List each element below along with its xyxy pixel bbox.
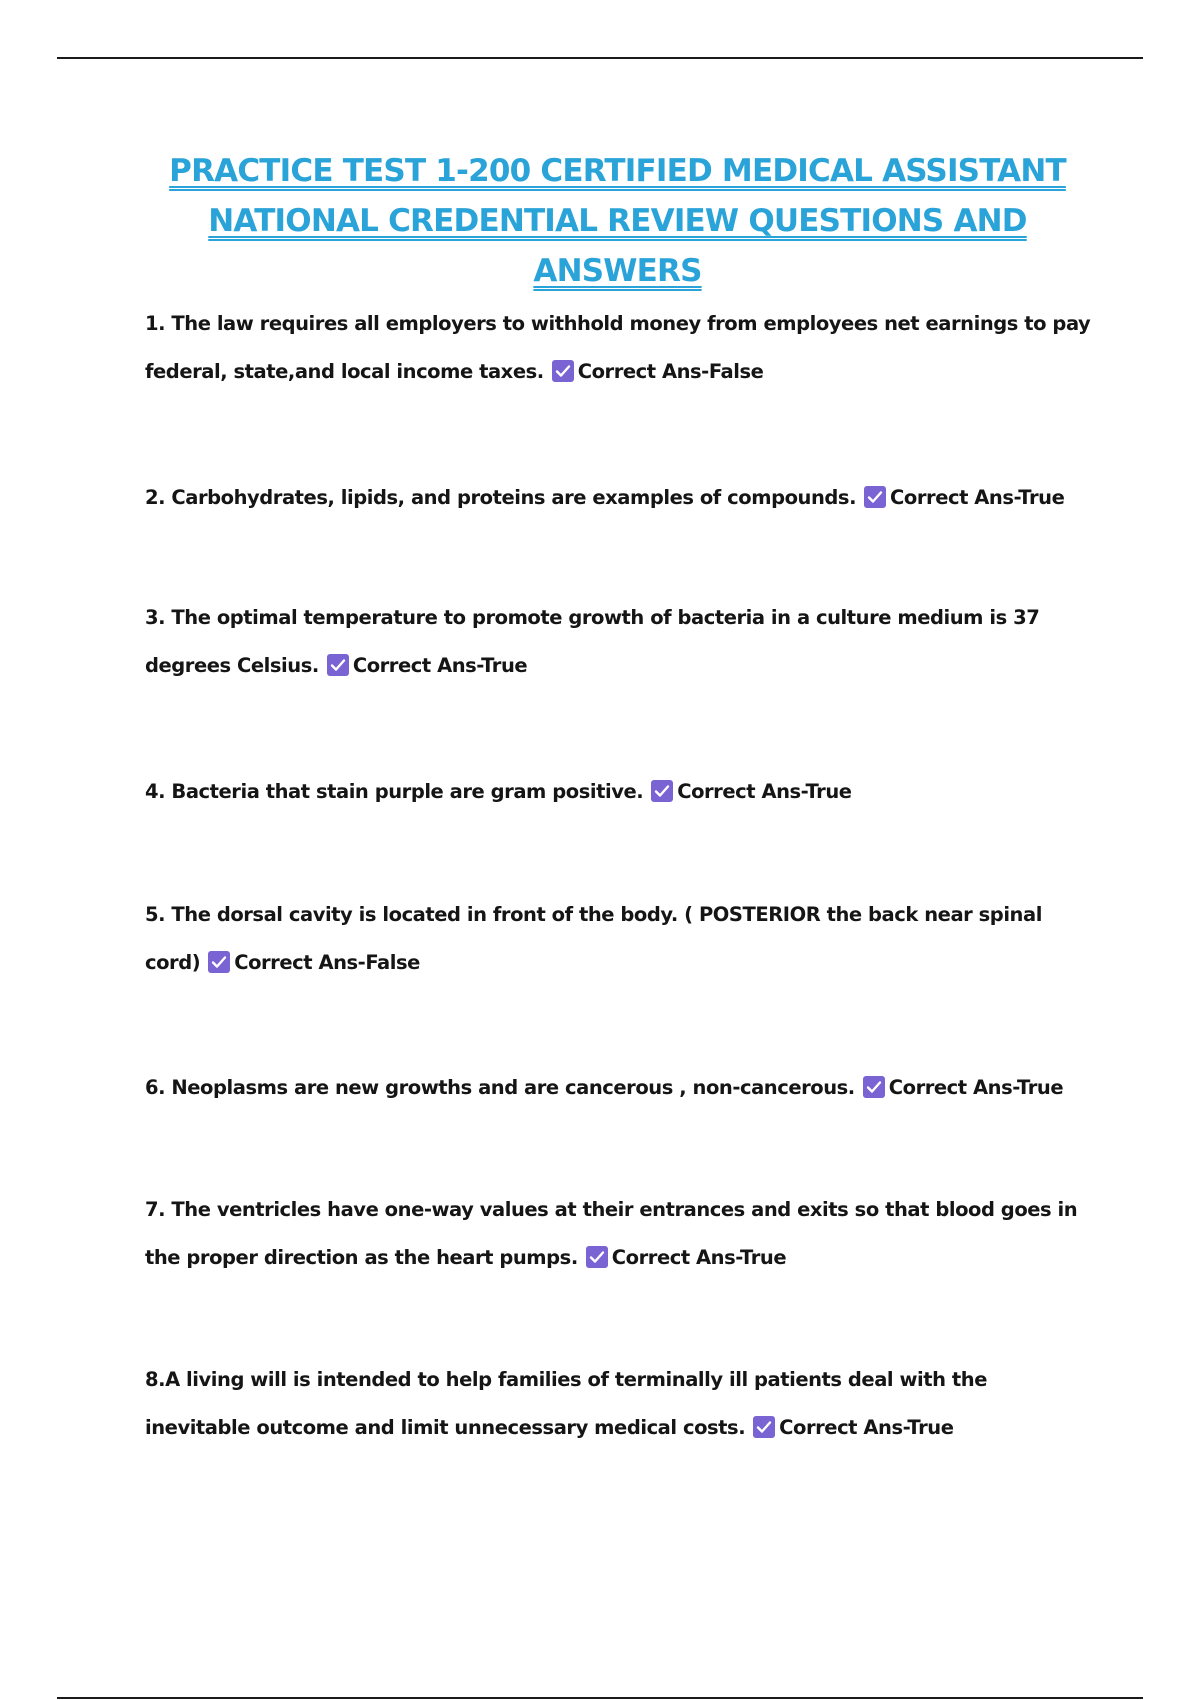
question-text: 2. Carbohydrates, lipids, and proteins are examples of compounds. (145, 486, 857, 509)
question-text: 5. The dorsal cavity is located in front of the body. ( POSTERIOR the back near spinal cord) (145, 903, 1042, 974)
title-line-3: ANSWERS (533, 253, 702, 289)
question-text: 7. The ventricles have one-way values at their entrances and exits so that blood goes in the proper direction as the heart pumps. (145, 1198, 1078, 1269)
question-7 (145, 1186, 1095, 1282)
answer-text: Correct Ans-False (234, 951, 420, 974)
question-5 (145, 891, 1095, 987)
question-6 (145, 1064, 1095, 1112)
checkbox-icon (552, 360, 574, 382)
question-text: 4. Bacteria that stain purple are gram positive. (145, 780, 644, 803)
question-3 (145, 594, 1095, 690)
checkbox-icon (864, 486, 886, 508)
checkbox-icon (863, 1076, 885, 1098)
checkbox-icon (651, 780, 673, 802)
checkbox-icon (586, 1246, 608, 1268)
title-line-2: NATIONAL CREDENTIAL REVIEW QUESTIONS AND (208, 203, 1027, 239)
page-title (150, 146, 1085, 296)
answer-text: Correct Ans-True (352, 654, 528, 677)
question-text: 8.A living will is intended to help families of terminally ill patients deal with the inevitable outcome and limit unnecessary medical costs. (145, 1368, 988, 1439)
answer-text: Correct Ans-True (779, 1416, 954, 1439)
checkbox-icon (753, 1416, 775, 1438)
question-1 (145, 300, 1095, 396)
question-text: 6. Neoplasms are new growths and are cancerous , non-cancerous. (145, 1076, 855, 1099)
top-rule (57, 57, 1143, 59)
checkbox-icon (208, 951, 230, 973)
answer-text: Correct Ans-True (677, 780, 852, 803)
answer-text: Correct Ans-True (611, 1246, 787, 1269)
answer-text: Correct Ans-False (577, 360, 764, 383)
question-8 (145, 1356, 1095, 1452)
answer-text: Correct Ans-True (888, 1076, 1064, 1099)
title-line-1: PRACTICE TEST 1-200 CERTIFIED MEDICAL ASSISTANT (169, 153, 1066, 189)
answer-text: Correct Ans-True (890, 486, 1065, 509)
question-2 (145, 474, 1095, 522)
question-text: 1. The law requires all employers to withhold money from employees net earnings to pay federal, state,and local income taxes. (145, 312, 1091, 383)
checkbox-icon (327, 654, 349, 676)
question-text: 3. The optimal temperature to promote growth of bacteria in a culture medium is 37 degrees Celsius. (145, 606, 1040, 677)
bottom-rule (57, 1697, 1143, 1699)
question-4 (145, 768, 1095, 816)
